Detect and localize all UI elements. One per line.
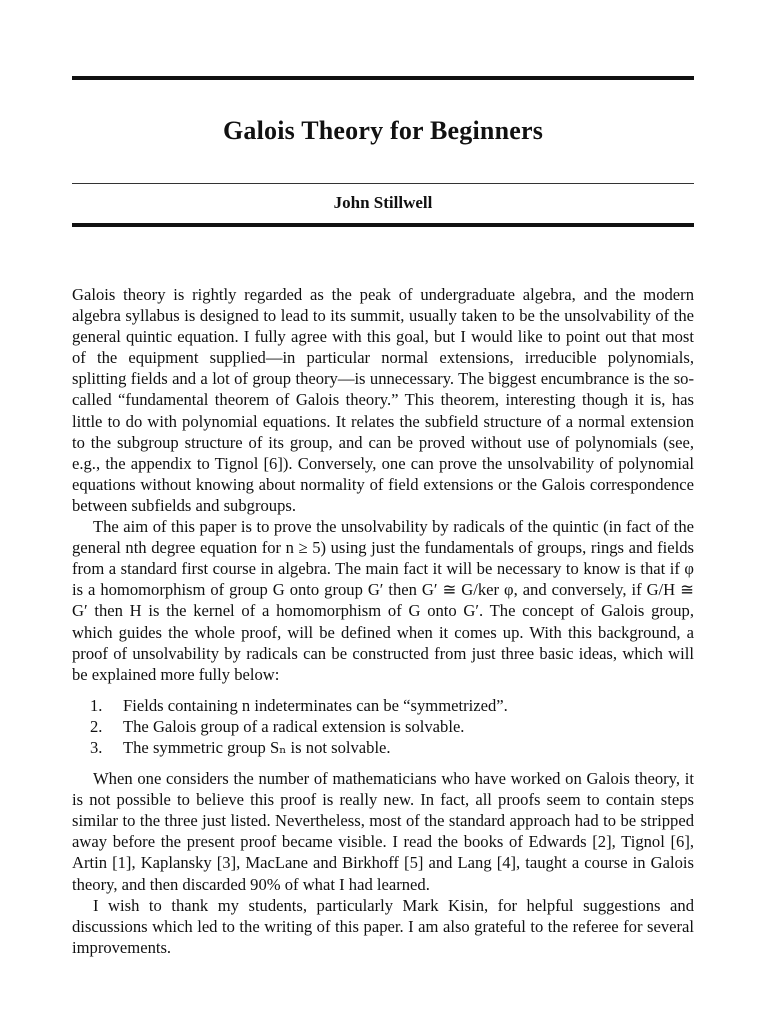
paragraph-history: When one considers the number of mathematicians who have worked on Galois theory, it is not possible to believe this proof is really new. In fact, all proofs seem to contain steps similar to the three just listed. Nevertheless, most of the standard approach had to be stripped away before the present proof became visible. I read the books of Edwards [2], Tignol [6], Artin [1], Kaplansky [3], MacLane and Birkhoff [5] and Lang [4], taught a course in Galois theory, and then discarded 90% of what I had learned. bbox=[72, 769, 694, 894]
paper-title: Galois Theory for Beginners bbox=[222, 116, 544, 145]
list-item-text: The symmetric group Sₙ is not solvable. bbox=[123, 737, 391, 757]
list-item-number: 2. bbox=[90, 716, 103, 736]
list-item-text: The Galois group of a radical extension is solvable. bbox=[123, 716, 465, 736]
paragraph-intro: Galois theory is rightly regarded as the peak of undergraduate algebra, and the modern algebra syllabus is designed to lead to its summit, usually taken to be the unsolvability of the general quintic equation. I fully agree with this goal, but I would like to point out that most of the equipment supplied—in particular normal extensions, irreducible polynomials, splitting fields and a lot of group theory—is unnecessary. The biggest encumbrance is the so-called “fundamental theorem of Galois theory.” This theorem, interesting though it is, has little to do with polynomial equations. It relates the subfield structure of a normal extension to the subgroup structure of its group, and can be proved without use of polynomials (see, e.g., the appendix to Tignol [6]). Conversely, one can prove the unsolvability of polynomial equations without knowing about normality of field extensions or the Galois correspondence between subfields and subgroups. bbox=[72, 285, 694, 515]
list-item-text: Fields containing n indeterminates can be “symmetrized”. bbox=[123, 695, 508, 715]
list-item-number: 3. bbox=[90, 737, 103, 757]
paragraph-aim: The aim of this paper is to prove the unsolvability by radicals of the quintic (in fact of the general nth degree equation for n ≥ 5) using just the fundamentals of groups, rings and fields from a standard first course in algebra. The main fact it will be necessary to know is that if φ is a homomorphism of group G onto group G′ then G′ ≅ G/ker φ, and conversely, if G/H ≅ G′ then H is the kernel of a homomorphism of G onto G′. The concept of Galois group, which guides the whole proof, will be defined when it comes up. With this background, a proof of unsolvability by radicals can be constructed from just three basic ideas, which will be explained more fully below: bbox=[72, 517, 694, 684]
list-item-number: 1. bbox=[90, 695, 103, 715]
list-item bbox=[72, 716, 694, 737]
author-name: John Stillwell bbox=[333, 193, 433, 212]
paper-body bbox=[72, 284, 694, 958]
list-item bbox=[72, 737, 694, 758]
title-divider-rule bbox=[72, 183, 694, 184]
top-thick-rule bbox=[72, 76, 694, 80]
paragraph-acknowledgements: I wish to thank my students, particularly Mark Kisin, for helpful suggestions and discussions which led to the writing of this paper. I am also grateful to the referee for several improvements. bbox=[72, 895, 694, 957]
list-item bbox=[72, 695, 694, 716]
basic-ideas-list bbox=[72, 695, 694, 758]
header-bottom-thick-rule bbox=[72, 223, 694, 227]
